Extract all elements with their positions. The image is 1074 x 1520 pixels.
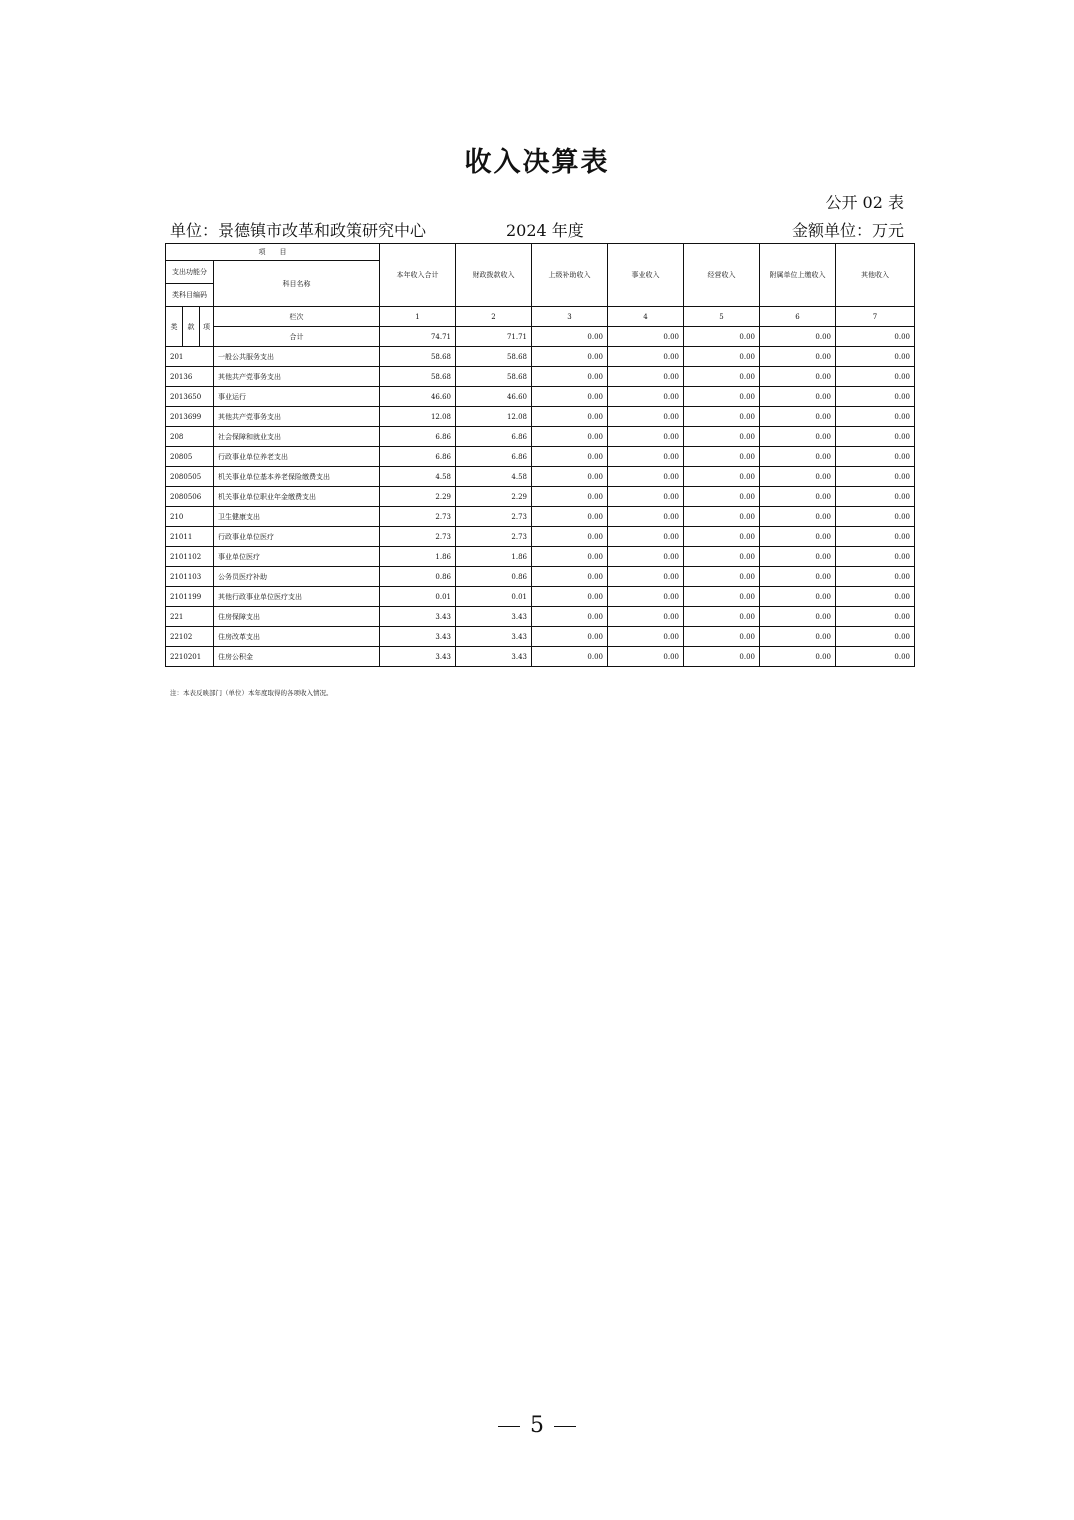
- row-value: 0.00: [684, 627, 760, 647]
- row-value: 0.00: [532, 647, 608, 667]
- table-note: 注：本表反映部门（单位）本年度取得的各项收入情况。: [170, 689, 333, 697]
- row-subject-name: 住房改革支出: [214, 627, 380, 647]
- row-value: 12.08: [456, 407, 532, 427]
- row-value: 0.00: [532, 507, 608, 527]
- row-value: 3.43: [456, 647, 532, 667]
- header-row-1: [166, 244, 915, 261]
- row-value: 0.00: [684, 567, 760, 587]
- row-value: 0.00: [608, 467, 684, 487]
- row-value: 0.00: [836, 487, 915, 507]
- header-col-7: 其他收入: [836, 244, 915, 307]
- row-value: 0.00: [608, 487, 684, 507]
- row-value: 0.00: [532, 447, 608, 467]
- total-value: 71.71: [456, 327, 532, 347]
- col-number: 7: [836, 307, 915, 327]
- row-code: 2101102: [166, 547, 214, 567]
- row-value: 58.68: [456, 347, 532, 367]
- row-value: 58.68: [456, 367, 532, 387]
- row-value: 0.00: [608, 427, 684, 447]
- row-value: 0.00: [836, 367, 915, 387]
- row-subject-name: 机关事业单位职业年金缴费支出: [214, 487, 380, 507]
- row-value: 0.00: [608, 627, 684, 647]
- total-value: 74.71: [380, 327, 456, 347]
- row-value: 3.43: [456, 607, 532, 627]
- row-value: 0.00: [684, 647, 760, 667]
- row-value: 2.73: [380, 507, 456, 527]
- row-value: 0.00: [836, 507, 915, 527]
- row-value: 2.73: [380, 527, 456, 547]
- row-value: 12.08: [380, 407, 456, 427]
- row-value: 0.00: [760, 467, 836, 487]
- row-subject-name: 卫生健康支出: [214, 507, 380, 527]
- row-value: 0.01: [456, 587, 532, 607]
- row-subject-name: 行政事业单位养老支出: [214, 447, 380, 467]
- row-code: 2210201: [166, 647, 214, 667]
- row-value: 2.29: [380, 487, 456, 507]
- row-value: 0.00: [608, 527, 684, 547]
- row-value: 0.00: [608, 367, 684, 387]
- row-value: 0.00: [608, 587, 684, 607]
- income-table: [165, 243, 915, 667]
- row-value: 2.73: [456, 507, 532, 527]
- table-row: [166, 407, 915, 427]
- row-value: 0.00: [684, 527, 760, 547]
- row-value: 6.86: [456, 447, 532, 467]
- row-value: 1.86: [456, 547, 532, 567]
- row-code: 2080506: [166, 487, 214, 507]
- row-value: 0.00: [684, 427, 760, 447]
- total-value: 0.00: [836, 327, 915, 347]
- total-value: 0.00: [684, 327, 760, 347]
- row-value: 2.29: [456, 487, 532, 507]
- row-code: 2013699: [166, 407, 214, 427]
- row-value: 0.00: [760, 647, 836, 667]
- amount-unit-label: 金额单位：万元: [791, 221, 904, 240]
- row-value: 3.43: [456, 627, 532, 647]
- row-value: 46.60: [380, 387, 456, 407]
- col-number: 4: [608, 307, 684, 327]
- row-value: 0.00: [836, 527, 915, 547]
- row-code: 210: [166, 507, 214, 527]
- total-value: 0.00: [608, 327, 684, 347]
- row-code: 22102: [166, 627, 214, 647]
- row-value: 0.00: [684, 487, 760, 507]
- row-value: 0.00: [760, 367, 836, 387]
- page-number: [0, 1413, 1074, 1438]
- header-col-5: 经营收入: [684, 244, 760, 307]
- row-value: 0.00: [608, 347, 684, 367]
- row-value: 0.00: [760, 347, 836, 367]
- col-number: 1: [380, 307, 456, 327]
- row-value: 0.00: [608, 547, 684, 567]
- header-project: 项 目: [166, 244, 380, 261]
- table-row: [166, 507, 915, 527]
- header-col-6: 附属单位上缴收入: [760, 244, 836, 307]
- row-code: 201: [166, 347, 214, 367]
- table-row: [166, 587, 915, 607]
- row-value: 6.86: [380, 427, 456, 447]
- row-value: 0.00: [608, 567, 684, 587]
- row-value: 0.86: [456, 567, 532, 587]
- header-func-class: 支出功能分: [166, 261, 214, 284]
- row-subject-name: 住房保障支出: [214, 607, 380, 627]
- row-value: 0.00: [532, 547, 608, 567]
- row-subject-name: 其他共产党事务支出: [214, 407, 380, 427]
- row-value: 0.00: [684, 507, 760, 527]
- table-row: [166, 387, 915, 407]
- row-value: 0.00: [684, 467, 760, 487]
- row-value: 0.00: [836, 547, 915, 567]
- row-code: 208: [166, 427, 214, 447]
- table-row: [166, 367, 915, 387]
- col-number: 2: [456, 307, 532, 327]
- row-value: 1.86: [380, 547, 456, 567]
- row-value: 0.00: [760, 607, 836, 627]
- row-value: 0.00: [684, 347, 760, 367]
- row-subject-name: 事业单位医疗: [214, 547, 380, 567]
- row-subject-name: 行政事业单位医疗: [214, 527, 380, 547]
- row-value: 0.00: [608, 507, 684, 527]
- row-value: 0.00: [684, 547, 760, 567]
- header-class-code: 类科目编码: [166, 284, 214, 307]
- row-value: 0.00: [608, 647, 684, 667]
- table-row: [166, 447, 915, 467]
- row-value: 3.43: [380, 607, 456, 627]
- row-value: 0.00: [836, 387, 915, 407]
- table-row: [166, 487, 915, 507]
- row-value: 4.58: [456, 467, 532, 487]
- row-value: 0.00: [760, 547, 836, 567]
- row-value: 4.58: [380, 467, 456, 487]
- row-value: 0.00: [684, 407, 760, 427]
- row-value: 0.00: [836, 467, 915, 487]
- row-value: 0.00: [760, 487, 836, 507]
- row-value: 0.00: [532, 467, 608, 487]
- col-number: 5: [684, 307, 760, 327]
- unit-line: [170, 218, 904, 240]
- row-value: 0.86: [380, 567, 456, 587]
- row-value: 0.00: [684, 387, 760, 407]
- table-row: [166, 607, 915, 627]
- row-value: 0.00: [836, 447, 915, 467]
- year-label: 2024 年度: [506, 221, 584, 240]
- page-dash-left: [498, 1426, 520, 1427]
- row-value: 0.00: [836, 567, 915, 587]
- row-value: 0.00: [760, 507, 836, 527]
- row-value: 46.60: [456, 387, 532, 407]
- row-value: 0.00: [760, 567, 836, 587]
- row-code: 221: [166, 607, 214, 627]
- row-value: 0.00: [608, 387, 684, 407]
- table-row: [166, 427, 915, 447]
- row-code: 20136: [166, 367, 214, 387]
- row-value: 0.00: [760, 387, 836, 407]
- row-value: 0.00: [532, 607, 608, 627]
- total-row: [166, 327, 915, 347]
- row-code: 20805: [166, 447, 214, 467]
- row-value: 58.68: [380, 347, 456, 367]
- row-value: 0.00: [532, 527, 608, 547]
- header-lanci: 栏次: [214, 307, 380, 327]
- total-value: 0.00: [532, 327, 608, 347]
- row-value: 0.00: [760, 407, 836, 427]
- row-value: 3.43: [380, 647, 456, 667]
- total-label: 合计: [214, 327, 380, 347]
- row-code: 21011: [166, 527, 214, 547]
- row-value: 0.00: [684, 587, 760, 607]
- header-kuan: 款: [183, 307, 200, 347]
- col-number: 6: [760, 307, 836, 327]
- row-subject-name: 社会保障和就业支出: [214, 427, 380, 447]
- table-number: 公开 02 表: [825, 193, 904, 212]
- row-value: 0.00: [684, 367, 760, 387]
- row-subject-name: 其他行政事业单位医疗支出: [214, 587, 380, 607]
- row-subject-name: 事业运行: [214, 387, 380, 407]
- row-value: 0.01: [380, 587, 456, 607]
- row-value: 6.86: [380, 447, 456, 467]
- header-subject-name: 科目名称: [214, 261, 380, 307]
- row-value: 0.00: [532, 367, 608, 387]
- row-value: 0.00: [532, 387, 608, 407]
- row-code: 2013650: [166, 387, 214, 407]
- header-lei: 类: [166, 307, 183, 347]
- table-row: [166, 527, 915, 547]
- row-value: 0.00: [836, 407, 915, 427]
- row-value: 0.00: [532, 347, 608, 367]
- row-value: 0.00: [532, 427, 608, 447]
- header-col-2: 财政拨款收入: [456, 244, 532, 307]
- header-col-1: 本年收入合计: [380, 244, 456, 307]
- table-row: [166, 627, 915, 647]
- row-value: 0.00: [532, 587, 608, 607]
- row-value: 0.00: [760, 427, 836, 447]
- row-value: 0.00: [532, 567, 608, 587]
- total-value: 0.00: [760, 327, 836, 347]
- page-dash-right: [554, 1426, 576, 1427]
- row-subject-name: 其他共产党事务支出: [214, 367, 380, 387]
- table-row: [166, 467, 915, 487]
- row-code: 2101103: [166, 567, 214, 587]
- row-value: 0.00: [836, 627, 915, 647]
- row-value: 0.00: [684, 607, 760, 627]
- row-subject-name: 机关事业单位基本养老保险缴费支出: [214, 467, 380, 487]
- page-title: 收入决算表: [464, 147, 610, 178]
- row-value: 0.00: [760, 527, 836, 547]
- header-xiang: 项: [200, 307, 214, 347]
- row-value: 0.00: [608, 407, 684, 427]
- header-col-4: 事业收入: [608, 244, 684, 307]
- page-number-value: 5: [530, 1413, 544, 1438]
- row-value: 3.43: [380, 627, 456, 647]
- col-number: 3: [532, 307, 608, 327]
- table-row: [166, 347, 915, 367]
- row-value: 0.00: [836, 587, 915, 607]
- row-value: 0.00: [760, 447, 836, 467]
- row-value: 0.00: [836, 427, 915, 447]
- row-value: 0.00: [532, 407, 608, 427]
- row-value: 6.86: [456, 427, 532, 447]
- row-subject-name: 住房公积金: [214, 647, 380, 667]
- row-code: 2101199: [166, 587, 214, 607]
- row-value: 2.73: [456, 527, 532, 547]
- row-value: 0.00: [760, 627, 836, 647]
- row-value: 0.00: [836, 347, 915, 367]
- row-subject-name: 一般公共服务支出: [214, 347, 380, 367]
- row-value: 0.00: [836, 607, 915, 627]
- row-value: 0.00: [608, 447, 684, 467]
- row-code: 2080505: [166, 467, 214, 487]
- row-value: 0.00: [532, 627, 608, 647]
- table-row: [166, 547, 915, 567]
- header-col-3: 上级补助收入: [532, 244, 608, 307]
- header-row-4: [166, 307, 915, 327]
- row-value: 0.00: [684, 447, 760, 467]
- row-value: 0.00: [836, 647, 915, 667]
- table-row: [166, 567, 915, 587]
- unit-label: 单位：景德镇市改革和政策研究中心: [170, 221, 427, 240]
- row-value: 58.68: [380, 367, 456, 387]
- row-value: 0.00: [608, 607, 684, 627]
- row-value: 0.00: [760, 587, 836, 607]
- row-subject-name: 公务员医疗补助: [214, 567, 380, 587]
- row-value: 0.00: [532, 487, 608, 507]
- table-row: [166, 647, 915, 667]
